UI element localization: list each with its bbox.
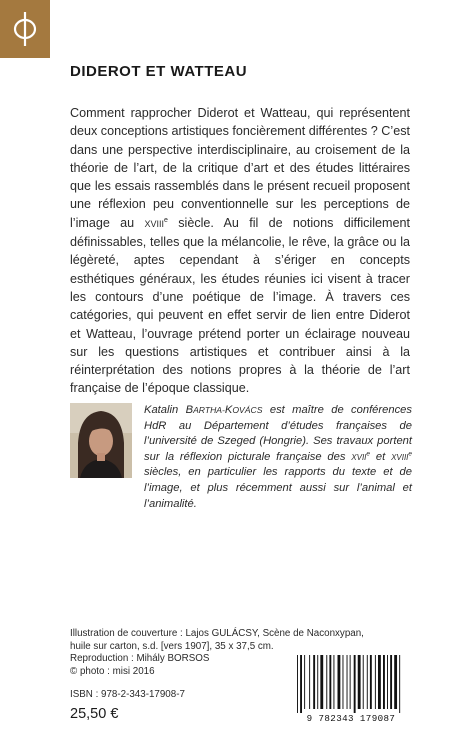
book-title: DIDEROT ET WATTEAU (70, 63, 248, 80)
century-label: XVIII (144, 218, 165, 229)
credit-line-medium: huile sur carton, s.d. [vers 1907], 35 x 37,5 cm. (70, 640, 274, 652)
phi-logo-icon (10, 9, 40, 49)
price-text: 25,50 € (70, 706, 119, 722)
publisher-logo (0, 0, 50, 58)
blurb-part-2: siècle. Au fil de notions difficilement définissables, telles que la mélancolie, le rêve, la grâce ou la légèreté, aptes cependant à s’ériger en concepts esthétiques généraux, les études réunies ici visent à tracer les contours d’une poétique de l’image. À travers ces catégories, qui peuvent en effet servir de lien entre Diderot et Watteau, l’ouvrage prétend porter un éclairage nouveau sur les questions artistiques et contribuer ainsi à la réinterprétation des notions propres à la théorie de l’art française de l’époque classique. (70, 215, 411, 396)
barcode-digits: 9 782343 179087 (306, 713, 396, 724)
back-cover-blurb (70, 104, 410, 398)
century-18-label: XVIII (391, 452, 409, 462)
credit-line-illustration: Illustration de couverture : Lajos GULÁCSY, Scène de Naconxypan, (70, 628, 364, 639)
isbn-text: ISBN : 978-2-343-17908-7 (70, 689, 185, 700)
author-bio (144, 403, 412, 512)
author-photo (70, 403, 132, 478)
author-bio-part-1: est maître de conférences HdR au Département d’études françaises de l’université de Szeged (Hongrie). Ses travaux portent sur la réflexion picturale française des (144, 404, 412, 463)
century-17-sup: e (366, 450, 371, 458)
author-last-name: BARTHA-KOVÁCS (185, 404, 263, 416)
century-18-sup: e (408, 450, 413, 458)
barcode (289, 651, 413, 731)
credit-line-photo: © photo : misi 2016 (70, 665, 155, 677)
barcode-bars-icon (295, 655, 407, 713)
author-first-name: Katalin (144, 404, 179, 416)
author-bio-part-2: siècles, en particulier les rapports du texte et de l’image, et plus récemment aussi sur l’animal et l’animalité. (144, 466, 412, 510)
century-17-label: XVII (351, 452, 367, 462)
author-portrait-image (70, 403, 132, 478)
credit-line-reproduction: Reproduction : Mihály BORSOS (70, 653, 210, 665)
blurb-part-1: Comment rapprocher Diderot et Watteau, qui représentent deux conceptions artistiques foncièrement différentes ? C’est dans une perspective interdisciplinaire, au croisement de la théorie de l’art, de la critique d’art et des études littéraires que les essais rassemblés dans le présent recueil proposent une réflexion peu conventionnelle sur les perceptions de l’image au (70, 106, 410, 230)
century-sup: e (164, 216, 168, 224)
author-bio-and: et (375, 450, 386, 463)
